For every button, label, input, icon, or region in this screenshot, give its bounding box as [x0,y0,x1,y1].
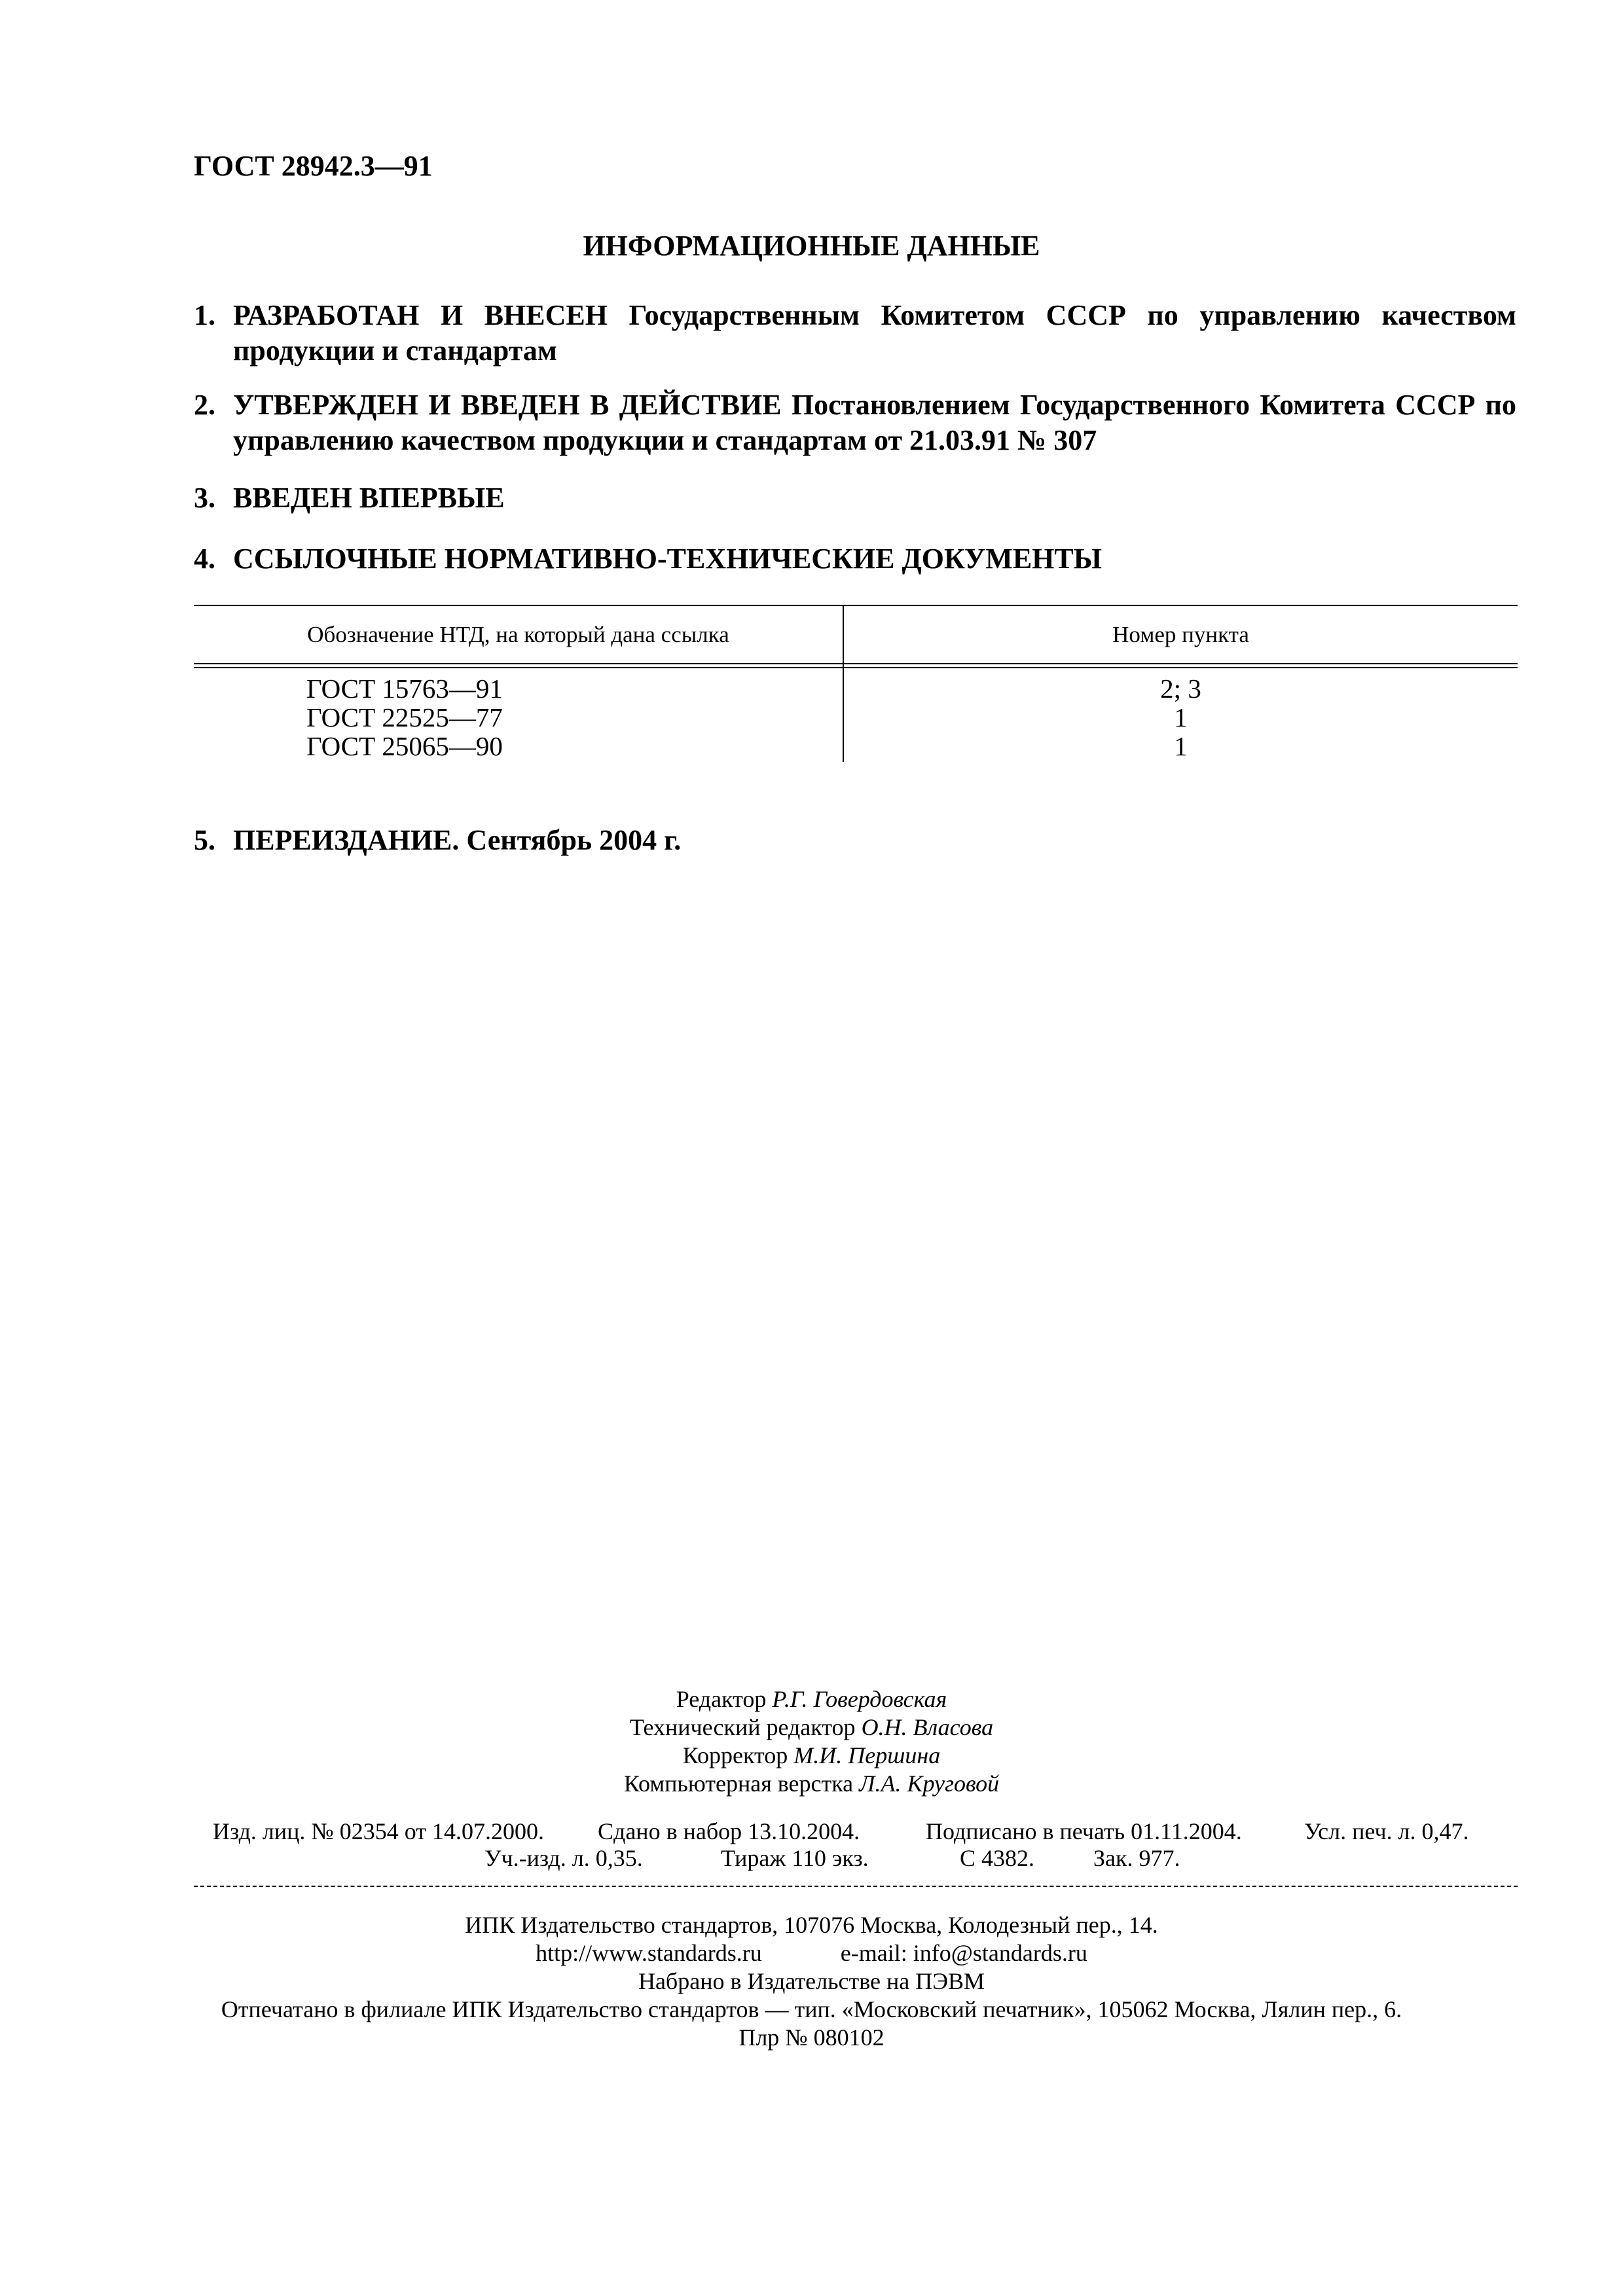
table-cell-designation: ГОСТ 25065—90 [306,731,503,761]
credit-role: Редактор [676,1686,767,1712]
credit-name: Р.Г. Говердовская [772,1686,947,1712]
footer-typeset: Набрано в Издательстве на ПЭВМ [638,1968,985,1994]
item-text: Государственным Комитетом СССР по управлению качеством продукции и стандартам [233,299,1516,367]
item-text: Сентябрь 2004 г. [459,824,682,856]
pub-license: Изд. лиц. № 02354 от 14.07.2000. [213,1818,544,1844]
credit-proofreader [0,1742,1623,1770]
item-text: Постановлением Государственного Комитета СССР по управлению качеством продукции и стандартам от 21.03.91 № 307 [233,389,1517,456]
footer-website: http://www.standards.ru [536,1940,762,1966]
info-item-3 [194,480,1516,516]
item-number: 2. [194,389,215,421]
item-heading: ПЕРЕИЗДАНИЕ. [233,824,460,856]
pub-print-run: Тираж 110 экз. [721,1845,869,1871]
info-item-5 [194,823,1516,858]
table-cell-clause: 2; 3 [1160,673,1201,704]
pub-code: С 4382. [960,1845,1035,1871]
credit-tech-editor [0,1713,1623,1742]
document-code: ГОСТ 28942.3—91 [194,150,433,182]
table-cell-designation: ГОСТ 22525—77 [306,702,503,732]
credit-role: Корректор [682,1742,788,1768]
document-title: ИНФОРМАЦИОННЫЕ ДАННЫЕ [583,230,1040,262]
footer-contacts [0,1939,1623,1967]
credit-name: М.И. Першина [793,1742,941,1768]
table-cell-designation: ГОСТ 15763—91 [306,673,503,704]
info-item-4 [194,541,1516,577]
table-cell-clause: 1 [1174,702,1188,732]
table-header-clause: Номер пункта [1112,622,1249,647]
item-heading: ВВЕДЕН ВПЕРВЫЕ [233,482,505,514]
item-number: 3. [194,482,215,514]
credit-name: О.Н. Власова [861,1714,994,1740]
pub-typeset-date: Сдано в набор 13.10.2004. [598,1818,860,1844]
item-heading: ССЫЛОЧНЫЕ НОРМАТИВНО-ТЕХНИЧЕСКИЕ ДОКУМЕНТЫ [233,543,1102,575]
item-number: 5. [194,824,215,856]
footer-email: e-mail: info@standards.ru [840,1940,1087,1966]
table-top-rule [194,605,1518,606]
credit-role: Компьютерная верстка [623,1770,854,1797]
table-header-designation: Обозначение НТД, на который дана ссылка [307,622,729,647]
pub-edit-sheets: Уч.-изд. л. 0,35. [484,1845,643,1871]
item-number: 1. [194,299,215,331]
table-header-rule-2 [194,667,1518,668]
credit-layout [0,1770,1623,1798]
pub-print-sheets: Усл. печ. л. 0,47. [1304,1818,1469,1844]
footer-divider [194,1886,1518,1887]
footer-license: Плр № 080102 [739,2024,884,2051]
pub-order: Зак. 977. [1093,1845,1180,1871]
footer-publisher: ИПК Издательство стандартов, 107076 Москва, Колодезный пер., 14. [465,1912,1158,1938]
item-number: 4. [194,543,215,575]
pub-signed-date: Подписано в печать 01.11.2004. [926,1818,1242,1844]
credit-role: Технический редактор [629,1714,856,1740]
item-heading: УТВЕРЖДЕН И ВВЕДЕН В ДЕЙСТВИЕ [233,389,782,421]
credit-name: Л.А. Круговой [859,1770,1000,1797]
table-header-rule-1 [194,663,1518,664]
info-item-1 [194,298,1516,368]
footer-printed: Отпечатано в филиале ИПК Издательство стандартов — тип. «Московский печатник», 105062 Москва, Лялин пер., 6. [221,1996,1402,2022]
table-cell-clause: 1 [1174,731,1188,761]
info-item-2 [194,387,1516,458]
credit-editor [0,1685,1623,1713]
item-heading: РАЗРАБОТАН И ВНЕСЕН [233,299,608,331]
